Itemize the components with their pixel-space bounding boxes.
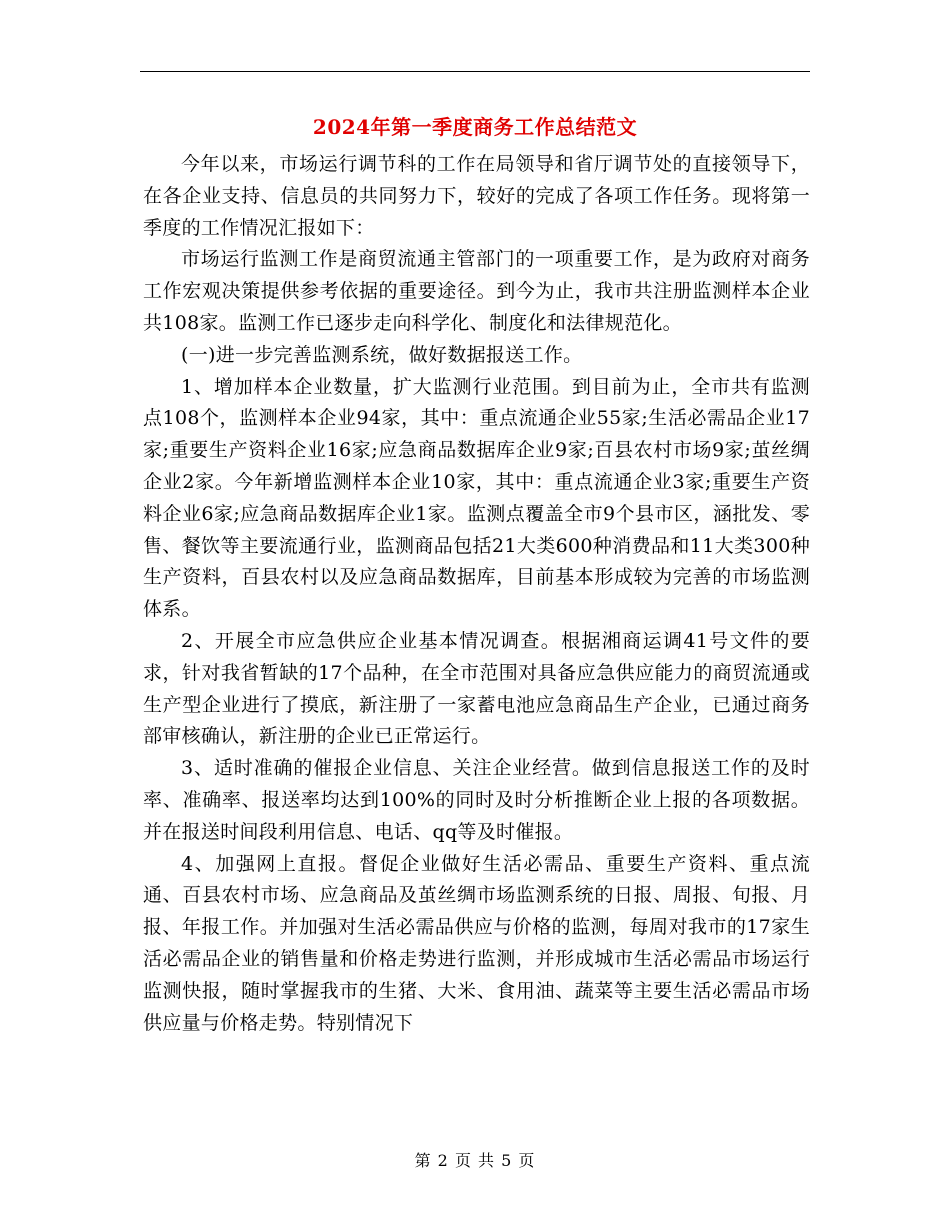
page-number: 第 2 页 共 5 页 <box>414 1151 536 1170</box>
paragraph-item-2: 2、开展全市应急供应企业基本情况调查。根据湘商运调41号文件的要求，针对我省暂缺的17个品种，在全市范围对具备应急供应能力的商贸流通或生产型企业进行了摸底，新注册了一家蓄电池应急商品生产企业，已通过商务部审核确认，新注册的企业已正常运行。 <box>143 629 810 748</box>
paragraph-item-4: 4、加强网上直报。督促企业做好生活必需品、重要生产资料、重点流通、百县农村市场、应急商品及茧丝绸市场监测系统的日报、周报、旬报、月报、年报工作。并加强对生活必需品供应与价格的监测，每周对我市的17家生活必需品企业的销售量和价格走势进行监测，并形成城市生活必需品市场运行监测快报，随时掌握我市的生猪、大米、食用油、蔬菜等主要生活必需品市场供应量与价格走势。特别情况下 <box>143 852 810 1034</box>
document-body <box>143 149 810 1039</box>
paragraph-intro: 今年以来，市场运行调节科的工作在局领导和省厅调节处的直接领导下，在各企业支持、信息员的共同努力下，较好的完成了各项工作任务。现将第一季度的工作情况汇报如下： <box>143 153 810 239</box>
paragraph-monitoring-overview: 市场运行监测工作是商贸流通主管部门的一项重要工作，是为政府对商务工作宏观决策提供参考依据的重要途径。到今为止，我市共注册监测样本企业共108家。监测工作已逐步走向科学化、制度化和法律规范化。 <box>143 248 810 334</box>
document-title: 2024年第一季度商务工作总结范文 <box>312 115 638 139</box>
paragraph-item-3: 3、适时准确的催报企业信息、关注企业经营。做到信息报送工作的及时率、准确率、报送率均达到100%的同时及时分析推断企业上报的各项数据。并在报送时间段利用信息、电话、qq等及时催报。 <box>143 757 810 843</box>
header-rule <box>140 71 810 72</box>
section-heading-1: (一)进一步完善监测系统，做好数据报送工作。 <box>181 343 583 366</box>
paragraph-item-1: 1、增加样本企业数量，扩大监测行业范围。到目前为止，全市共有监测点108个，监测样本企业94家，其中：重点流通企业55家;生活必需品企业17家;重要生产资料企业16家;应急商品数据库企业9家;百县农村市场9家;茧丝绸企业2家。今年新增监测样本企业10家，其中：重点流通企业3家;重要生产资料企业6家;应急商品数据库企业1家。监测点覆盖全市9个县市区，涵批发、零售、餐饮等主要流通行业，监测商品包括21大类600种消费品和11大类300种生产资料，百县农村以及应急商品数据库，目前基本形成较为完善的市场监测体系。 <box>143 375 810 621</box>
